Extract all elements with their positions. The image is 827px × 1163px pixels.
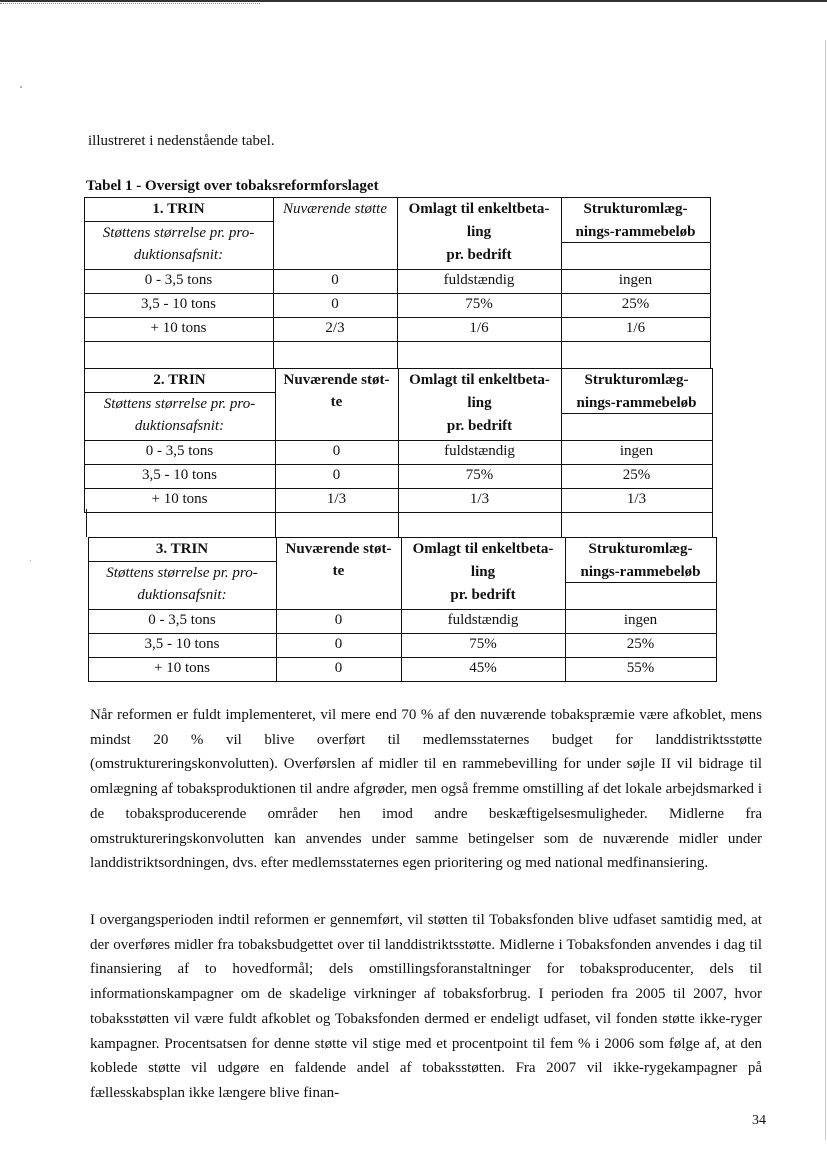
table-cell-decoupled: 1/6 xyxy=(469,320,489,336)
col-header-current-support: te xyxy=(332,563,345,579)
table-cell-size: + 10 tons xyxy=(150,320,207,336)
table-cell-restructuring: 25% xyxy=(621,296,650,312)
table-cell-restructuring: ingen xyxy=(619,443,654,459)
table-cell-restructuring: 25% xyxy=(622,467,651,483)
table-cell-decoupled: 45% xyxy=(469,660,497,676)
table-cell-size: + 10 tons xyxy=(154,660,210,676)
table-cell-current: 0 xyxy=(334,612,343,628)
size-label: duktionsafsnit: xyxy=(133,247,224,263)
col-header-restructuring: nings-rammebeløb xyxy=(580,564,701,580)
table-cell-decoupled: 75% xyxy=(465,467,494,483)
table-cell-restructuring: 1/6 xyxy=(625,320,646,336)
col-header-decoupled: ling xyxy=(467,395,492,411)
table-rule xyxy=(88,537,717,538)
body-paragraph-1: Når reformen er fuldt implementeret, vil mere end 70 % af den nuværende tobakspræmie være afkoblet, mens mindst 20 % vil blive overført til medlemsstaternes budget for landdistriktsstøtte (omstruktureringskonvolutten). Overførslen af midler til en rammebevilling for under søjle II vil bidrage til omlægning af tobaksproduktionen til andre afgrøder, men også fremme omstilling af det lokale arbejdsmarked i de tobaksproducerende områder hen imod andre beskæftigelsesmuligheder. Midlerne fra omstruktureringskonvolutten kan anvendes under samme betingelser som de nuværende midler under landdistriktsordningen, dvs. efter medlemsstaternes egen prioritering og med national medfinansiering. xyxy=(90,707,762,872)
size-label: duktionsafsnit: xyxy=(134,418,225,434)
table-cell-current: 0 xyxy=(331,272,339,288)
intro-text: illustreret i nedenstående tabel. xyxy=(88,133,275,149)
table-cell-decoupled: fuldstændig xyxy=(447,612,519,628)
table-cell-current: 0 xyxy=(332,467,341,483)
size-label: Støttens størrelse pr. pro- xyxy=(103,396,256,412)
body-paragraph-2: I overgangsperioden indtil reformen er gennemført, vil støtten til Tobaksfonden blive udfaset samtidig med, at der overføres midler fra tobaksbudgettet over til landdistriktsstøtte. Midlerne i Tobaksfonden anvendes i dag til finansiering af to hovedformål; dels omstillingsforanstaltninger for tobaksproducenter, dels til informationskampagner om de skadelige virkninger af tobaksforbrug. I perioden fra 2005 til 2007, hvor tobaksstøtten vil være fuldt afkoblet og Tobaksfonden dermed er endeligt udfaset, vil fonden støtte ikke-ryger kampagner. Procentsatsen for denne støtte vil stige med et procentpoint til fem % i 2006 som følge af, at den koblede støtte vil udgøre en faldende andel af tobaksstøtten. Fra 2007 vil ikke-rygekampagner på fællesskabsplan ikke længere blive finan- xyxy=(90,912,762,1101)
table-cell-current: 0 xyxy=(332,443,341,459)
col-header-restructuring: Strukturomlæg- xyxy=(584,372,689,388)
col-header-restructuring: Strukturomlæg- xyxy=(588,541,693,557)
table-rule xyxy=(397,341,398,368)
scan-right-edge xyxy=(825,40,826,1140)
scan-speck xyxy=(30,560,31,561)
table-cell-size: 3,5 - 10 tons xyxy=(142,467,217,483)
table-cell-current: 0 xyxy=(331,296,339,312)
col-header-restructuring: nings-rammebeløb xyxy=(575,224,696,240)
table-cell-size: + 10 tons xyxy=(151,491,208,507)
col-header-restructuring: Strukturomlæg- xyxy=(583,201,688,217)
table-rule xyxy=(86,509,87,537)
table-title: Tabel 1 - Oversigt over tobaksreformforslaget xyxy=(86,178,379,194)
col-header-decoupled: Omlagt til enkeltbeta- xyxy=(408,201,550,217)
table-cell-decoupled: fuldstændig xyxy=(444,443,515,459)
scan-top-dots xyxy=(0,3,260,5)
table-cell-restructuring: 25% xyxy=(626,636,655,652)
stage-title: 3. TRIN xyxy=(155,541,209,557)
col-header-current-support: te xyxy=(330,394,343,410)
table-rule xyxy=(710,197,711,342)
col-header-decoupled: Omlagt til enkeltbeta- xyxy=(412,541,554,557)
table-cell-restructuring: ingen xyxy=(618,272,653,288)
table-rule xyxy=(84,221,273,222)
table-rule xyxy=(561,341,562,368)
table-cell-restructuring: 1/3 xyxy=(626,491,647,507)
table-cell-decoupled: 1/3 xyxy=(469,491,490,507)
table-rule xyxy=(84,392,275,393)
col-header-current-support: Nuværende støtte xyxy=(282,201,387,217)
stage-title: 2. TRIN xyxy=(153,372,206,388)
table-cell-size: 3,5 - 10 tons xyxy=(144,636,220,652)
col-header-decoupled: pr. bedrift xyxy=(446,418,513,434)
table-cell-current: 1/3 xyxy=(326,491,347,507)
table-rule xyxy=(275,509,276,537)
col-header-decoupled: ling xyxy=(466,224,492,240)
col-header-decoupled: pr. bedrift xyxy=(450,587,516,603)
table-rule xyxy=(88,681,717,682)
table-cell-decoupled: 75% xyxy=(469,636,497,652)
size-label: duktionsafsnit: xyxy=(137,587,227,603)
col-header-decoupled: ling xyxy=(470,564,496,580)
size-label: Støttens størrelse pr. pro- xyxy=(102,225,255,241)
table-rule xyxy=(84,341,85,368)
table-cell-current: 0 xyxy=(334,660,343,676)
size-label: Støttens størrelse pr. pro- xyxy=(106,565,258,581)
table-rule xyxy=(710,341,711,368)
page-number: 34 xyxy=(752,1113,766,1128)
table-cell-restructuring: 55% xyxy=(626,660,655,676)
col-header-current-support: Nuværende støt- xyxy=(285,541,392,557)
table-cell-decoupled: fuldstændig xyxy=(443,272,515,288)
table-cell-size: 0 - 3,5 tons xyxy=(144,272,213,288)
table-cell-decoupled: 75% xyxy=(465,296,493,312)
table-rule xyxy=(712,368,713,513)
col-header-decoupled: Omlagt til enkeltbeta- xyxy=(409,372,550,388)
table-cell-size: 3,5 - 10 tons xyxy=(141,296,216,312)
col-header-decoupled: pr. bedrift xyxy=(446,247,512,263)
scan-speck xyxy=(20,86,22,88)
scan-top-border xyxy=(0,0,827,2)
table-rule xyxy=(88,561,276,562)
col-header-current-support: Nuværende støt- xyxy=(283,372,390,388)
table-rule xyxy=(716,537,717,682)
stage-title: 1. TRIN xyxy=(152,201,205,217)
table-cell-restructuring: ingen xyxy=(623,612,658,628)
table-rule xyxy=(273,341,274,368)
table-cell-size: 0 - 3,5 tons xyxy=(145,443,214,459)
table-cell-current: 2/3 xyxy=(325,320,345,336)
table-rule xyxy=(398,509,399,537)
table-rule xyxy=(712,509,713,537)
col-header-restructuring: nings-rammebeløb xyxy=(576,395,697,411)
table-cell-size: 0 - 3,5 tons xyxy=(148,612,216,628)
table-cell-current: 0 xyxy=(334,636,343,652)
table-rule xyxy=(561,509,562,537)
